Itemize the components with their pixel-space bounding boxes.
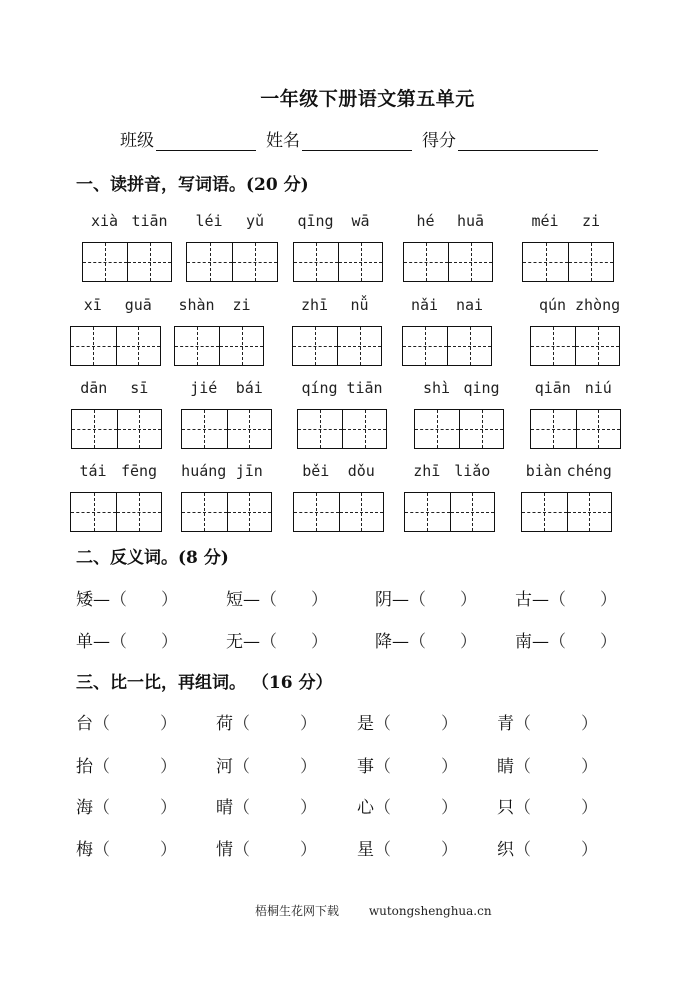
guide-line: [94, 493, 95, 531]
close-paren: ）: [160, 840, 177, 860]
character-cell[interactable]: [127, 243, 171, 281]
guide-line: [316, 243, 317, 281]
open-paren: （: [233, 757, 250, 777]
writing-grid-box[interactable]: [530, 409, 621, 449]
writing-grid-box[interactable]: [186, 242, 278, 282]
close-paren: ）: [441, 714, 458, 734]
word-group-item: [497, 835, 598, 860]
antonym-char: 单: [76, 632, 93, 652]
pinyin-label: yǔ: [245, 212, 265, 230]
open-paren: （: [409, 632, 426, 652]
pinyin-label: liǎo: [454, 462, 491, 480]
antonym-item: [515, 627, 617, 652]
pinyin-label: guā: [124, 296, 152, 314]
pinyin-label: tiān: [131, 212, 168, 230]
character-cell[interactable]: [117, 410, 162, 448]
guide-line: [471, 243, 472, 281]
open-paren: （: [514, 757, 531, 777]
word-group-item: [497, 709, 598, 734]
antonym-char: 南: [515, 632, 532, 652]
word-group-item: [357, 752, 458, 777]
pinyin-label: zi: [581, 212, 601, 230]
pinyin-label: huā: [456, 212, 485, 230]
close-paren: ）: [300, 714, 317, 734]
guide-line: [361, 243, 362, 281]
word-group-item: [357, 709, 458, 734]
open-paren: （: [549, 590, 566, 610]
guide-line: [242, 327, 243, 365]
dash: —: [93, 632, 110, 652]
pinyin-label: wā: [351, 212, 370, 230]
character-cell[interactable]: [72, 410, 117, 448]
pinyin-label: běi: [302, 462, 330, 480]
writing-grid-box[interactable]: [174, 326, 264, 366]
close-paren: ）: [300, 757, 317, 777]
close-paren: ）: [441, 757, 458, 777]
guide-line: [315, 327, 316, 365]
guide-line: [210, 243, 211, 281]
word-group-item: [357, 793, 458, 818]
base-char: 睛: [497, 757, 514, 777]
writing-grid-box[interactable]: [292, 326, 382, 366]
character-cell[interactable]: [337, 327, 381, 365]
character-cell[interactable]: [175, 327, 219, 365]
writing-grid-box[interactable]: [70, 326, 161, 366]
character-cell[interactable]: [294, 243, 338, 281]
pinyin-label: zhòng: [575, 296, 621, 314]
guide-line: [105, 243, 106, 281]
character-cell[interactable]: [298, 410, 342, 448]
dash: —: [243, 632, 260, 652]
base-char: 海: [76, 798, 93, 818]
guide-line: [482, 410, 483, 448]
antonym-char: 阴: [375, 590, 392, 610]
base-char: 只: [497, 798, 514, 818]
antonym-char: 降: [375, 632, 392, 652]
class-label: 班级: [120, 131, 154, 151]
open-paren: （: [93, 798, 110, 818]
guide-line: [139, 493, 140, 531]
close-paren: ）: [311, 590, 328, 610]
writing-grid-box[interactable]: [293, 492, 384, 532]
character-cell[interactable]: [404, 243, 448, 281]
close-paren: ）: [160, 757, 177, 777]
guide-line: [255, 243, 256, 281]
pinyin-label: qing: [463, 379, 500, 397]
base-char: 抬: [76, 757, 93, 777]
word-group-item: [216, 709, 317, 734]
antonym-char: 无: [226, 632, 243, 652]
open-paren: （: [374, 714, 391, 734]
character-cell[interactable]: [523, 243, 568, 281]
close-paren: ）: [581, 714, 598, 734]
open-paren: （: [110, 590, 127, 610]
pinyin-label: xià: [90, 212, 119, 230]
pinyin-label: shì: [422, 379, 451, 397]
guide-line: [598, 327, 599, 365]
pinyin-label: tiān: [346, 379, 383, 397]
footer: [255, 902, 492, 919]
character-cell[interactable]: [71, 493, 116, 531]
close-paren: ）: [581, 757, 598, 777]
character-cell[interactable]: [83, 243, 127, 281]
pinyin-label: xī: [83, 296, 102, 314]
close-paren: ）: [460, 590, 477, 610]
pinyin-label: huáng: [181, 462, 227, 480]
character-cell[interactable]: [459, 410, 503, 448]
antonym-item: [76, 585, 178, 610]
dash: —: [243, 590, 260, 610]
antonym-item: [375, 585, 477, 610]
open-paren: （: [409, 590, 426, 610]
pinyin-label: zhī: [300, 296, 329, 314]
antonym-item: [76, 627, 178, 652]
pinyin-label: dǒu: [347, 462, 375, 480]
character-cell[interactable]: [232, 243, 277, 281]
score-field[interactable]: [458, 132, 598, 151]
base-char: 事: [357, 757, 374, 777]
guide-line: [204, 493, 205, 531]
close-paren: ）: [300, 840, 317, 860]
dash: —: [93, 590, 110, 610]
open-paren: （: [260, 632, 277, 652]
open-paren: （: [93, 840, 110, 860]
close-paren: ）: [161, 590, 178, 610]
section1-heading: 一、读拼音，写词语。(20 分): [76, 175, 309, 195]
pinyin-label: hé: [416, 212, 435, 230]
pinyin-label: biàn: [525, 462, 562, 480]
character-cell[interactable]: [227, 493, 272, 531]
close-paren: ）: [441, 798, 458, 818]
guide-line: [546, 243, 547, 281]
footer-source: 梧桐生花网下载: [255, 904, 340, 918]
close-paren: ）: [311, 632, 328, 652]
pinyin-label: tái: [79, 462, 107, 480]
pinyin-label: nǎi: [410, 296, 439, 314]
guide-line: [93, 327, 94, 365]
character-cell[interactable]: [447, 327, 491, 365]
writing-grid-box[interactable]: [402, 326, 492, 366]
base-char: 荷: [216, 714, 233, 734]
guide-line: [320, 410, 321, 448]
close-paren: ）: [441, 840, 458, 860]
score-label: 得分: [422, 131, 456, 151]
guide-line: [470, 327, 471, 365]
writing-grid-box[interactable]: [522, 242, 614, 282]
guide-line: [544, 493, 545, 531]
writing-grid-box[interactable]: [521, 492, 612, 532]
character-cell[interactable]: [403, 327, 447, 365]
guide-line: [598, 410, 599, 448]
word-group-item: [76, 793, 177, 818]
open-paren: （: [514, 714, 531, 734]
character-cell[interactable]: [338, 243, 382, 281]
name-label: 姓名: [266, 131, 300, 151]
guide-line: [197, 327, 198, 365]
dash: —: [392, 590, 409, 610]
pinyin-label: niú: [584, 379, 612, 397]
antonym-char: 古: [515, 590, 532, 610]
character-cell[interactable]: [531, 327, 575, 365]
guide-line: [360, 327, 361, 365]
guide-line: [426, 243, 427, 281]
footer-site: wutongshenghua.cn: [368, 904, 492, 918]
open-paren: （: [514, 840, 531, 860]
antonym-item: [226, 585, 328, 610]
close-paren: ）: [161, 632, 178, 652]
close-paren: ）: [581, 840, 598, 860]
antonym-item: [515, 585, 617, 610]
page-title: 一年级下册语文第五单元: [260, 88, 475, 110]
writing-grid-box[interactable]: [404, 492, 495, 532]
guide-line: [150, 243, 151, 281]
word-group-item: [76, 709, 177, 734]
word-group-item: [497, 793, 598, 818]
pinyin-label: jié: [190, 379, 218, 397]
character-cell[interactable]: [116, 493, 161, 531]
word-group-item: [497, 752, 598, 777]
character-cell[interactable]: [405, 493, 450, 531]
writing-grid-box[interactable]: [71, 409, 162, 449]
pinyin-label: sī: [130, 379, 149, 397]
character-cell[interactable]: [575, 327, 619, 365]
character-cell[interactable]: [448, 243, 492, 281]
word-group-item: [216, 752, 317, 777]
word-group-item: [76, 752, 177, 777]
close-paren: ）: [300, 798, 317, 818]
character-cell[interactable]: [339, 493, 384, 531]
open-paren: （: [549, 632, 566, 652]
open-paren: （: [93, 714, 110, 734]
dash: —: [532, 590, 549, 610]
open-paren: （: [374, 757, 391, 777]
writing-grid-box[interactable]: [82, 242, 172, 282]
character-cell[interactable]: [71, 327, 116, 365]
character-cell[interactable]: [182, 410, 227, 448]
open-paren: （: [93, 757, 110, 777]
writing-grid-box[interactable]: [293, 242, 383, 282]
antonym-item: [375, 627, 477, 652]
guide-line: [139, 410, 140, 448]
pinyin-label: dān: [80, 379, 108, 397]
character-cell[interactable]: [576, 410, 621, 448]
writing-grid-box[interactable]: [181, 409, 272, 449]
pinyin-label: nai: [455, 296, 484, 314]
base-char: 星: [357, 840, 374, 860]
open-paren: （: [233, 714, 250, 734]
antonym-char: 短: [226, 590, 243, 610]
open-paren: （: [233, 840, 250, 860]
close-paren: ）: [600, 632, 617, 652]
guide-line: [591, 243, 592, 281]
writing-grid-box[interactable]: [181, 492, 272, 532]
character-cell[interactable]: [415, 410, 459, 448]
dash: —: [532, 632, 549, 652]
pinyin-label: chéng: [566, 462, 612, 480]
pinyin-label: méi: [531, 212, 559, 230]
guide-line: [138, 327, 139, 365]
base-char: 情: [216, 840, 233, 860]
open-paren: （: [514, 798, 531, 818]
close-paren: ）: [581, 798, 598, 818]
character-cell[interactable]: [531, 410, 576, 448]
character-cell[interactable]: [182, 493, 227, 531]
guide-line: [553, 410, 554, 448]
writing-grid-box[interactable]: [414, 409, 504, 449]
guide-line: [94, 410, 95, 448]
name-field[interactable]: [302, 132, 412, 151]
close-paren: ）: [460, 632, 477, 652]
character-cell[interactable]: [568, 243, 613, 281]
pinyin-label: léi: [195, 212, 223, 230]
class-field[interactable]: [156, 132, 256, 151]
pinyin-label: qīng: [297, 212, 334, 230]
antonym-item: [226, 627, 328, 652]
base-char: 晴: [216, 798, 233, 818]
base-char: 是: [357, 714, 374, 734]
pinyin-label: zhī: [413, 462, 441, 480]
antonym-char: 矮: [76, 590, 93, 610]
guide-line: [437, 410, 438, 448]
open-paren: （: [260, 590, 277, 610]
guide-line: [589, 493, 590, 531]
guide-line: [427, 493, 428, 531]
open-paren: （: [110, 632, 127, 652]
open-paren: （: [374, 840, 391, 860]
close-paren: ）: [600, 590, 617, 610]
character-cell[interactable]: [567, 493, 612, 531]
writing-grid-box[interactable]: [403, 242, 493, 282]
close-paren: ）: [160, 714, 177, 734]
pinyin-label: shàn: [178, 296, 215, 314]
section2-heading: 二、反义词。(8 分): [76, 548, 229, 568]
base-char: 青: [497, 714, 514, 734]
character-cell[interactable]: [342, 410, 386, 448]
character-cell[interactable]: [293, 327, 337, 365]
guide-line: [361, 493, 362, 531]
student-info-row: [120, 126, 608, 151]
pinyin-label: qiān: [534, 379, 571, 397]
character-cell[interactable]: [522, 493, 567, 531]
character-cell[interactable]: [294, 493, 339, 531]
pinyin-label: zi: [232, 296, 251, 314]
pinyin-label: bái: [235, 379, 263, 397]
pinyin-label: qíng: [301, 379, 338, 397]
writing-grid-box[interactable]: [297, 409, 387, 449]
base-char: 心: [357, 798, 374, 818]
word-group-item: [76, 835, 177, 860]
dash: —: [392, 632, 409, 652]
base-char: 梅: [76, 840, 93, 860]
open-paren: （: [233, 798, 250, 818]
character-cell[interactable]: [187, 243, 232, 281]
guide-line: [204, 410, 205, 448]
guide-line: [249, 410, 250, 448]
close-paren: ）: [160, 798, 177, 818]
guide-line: [553, 327, 554, 365]
word-group-item: [216, 793, 317, 818]
pinyin-label: nǚ: [350, 296, 369, 314]
open-paren: （: [374, 798, 391, 818]
character-cell[interactable]: [227, 410, 272, 448]
guide-line: [365, 410, 366, 448]
pinyin-label: fēng: [120, 462, 158, 480]
guide-line: [316, 493, 317, 531]
word-group-item: [357, 835, 458, 860]
guide-line: [472, 493, 473, 531]
character-cell[interactable]: [116, 327, 161, 365]
section3-heading: 三、比一比，再组词。 （16 分）: [76, 673, 333, 693]
guide-line: [249, 493, 250, 531]
base-char: 织: [497, 840, 514, 860]
writing-grid-box[interactable]: [530, 326, 620, 366]
pinyin-label: jīn: [235, 462, 263, 480]
character-cell[interactable]: [450, 493, 495, 531]
writing-grid-box[interactable]: [70, 492, 162, 532]
word-group-item: [216, 835, 317, 860]
base-char: 河: [216, 757, 233, 777]
pinyin-label: qún: [538, 296, 567, 314]
character-cell[interactable]: [219, 327, 263, 365]
base-char: 台: [76, 714, 93, 734]
guide-line: [425, 327, 426, 365]
